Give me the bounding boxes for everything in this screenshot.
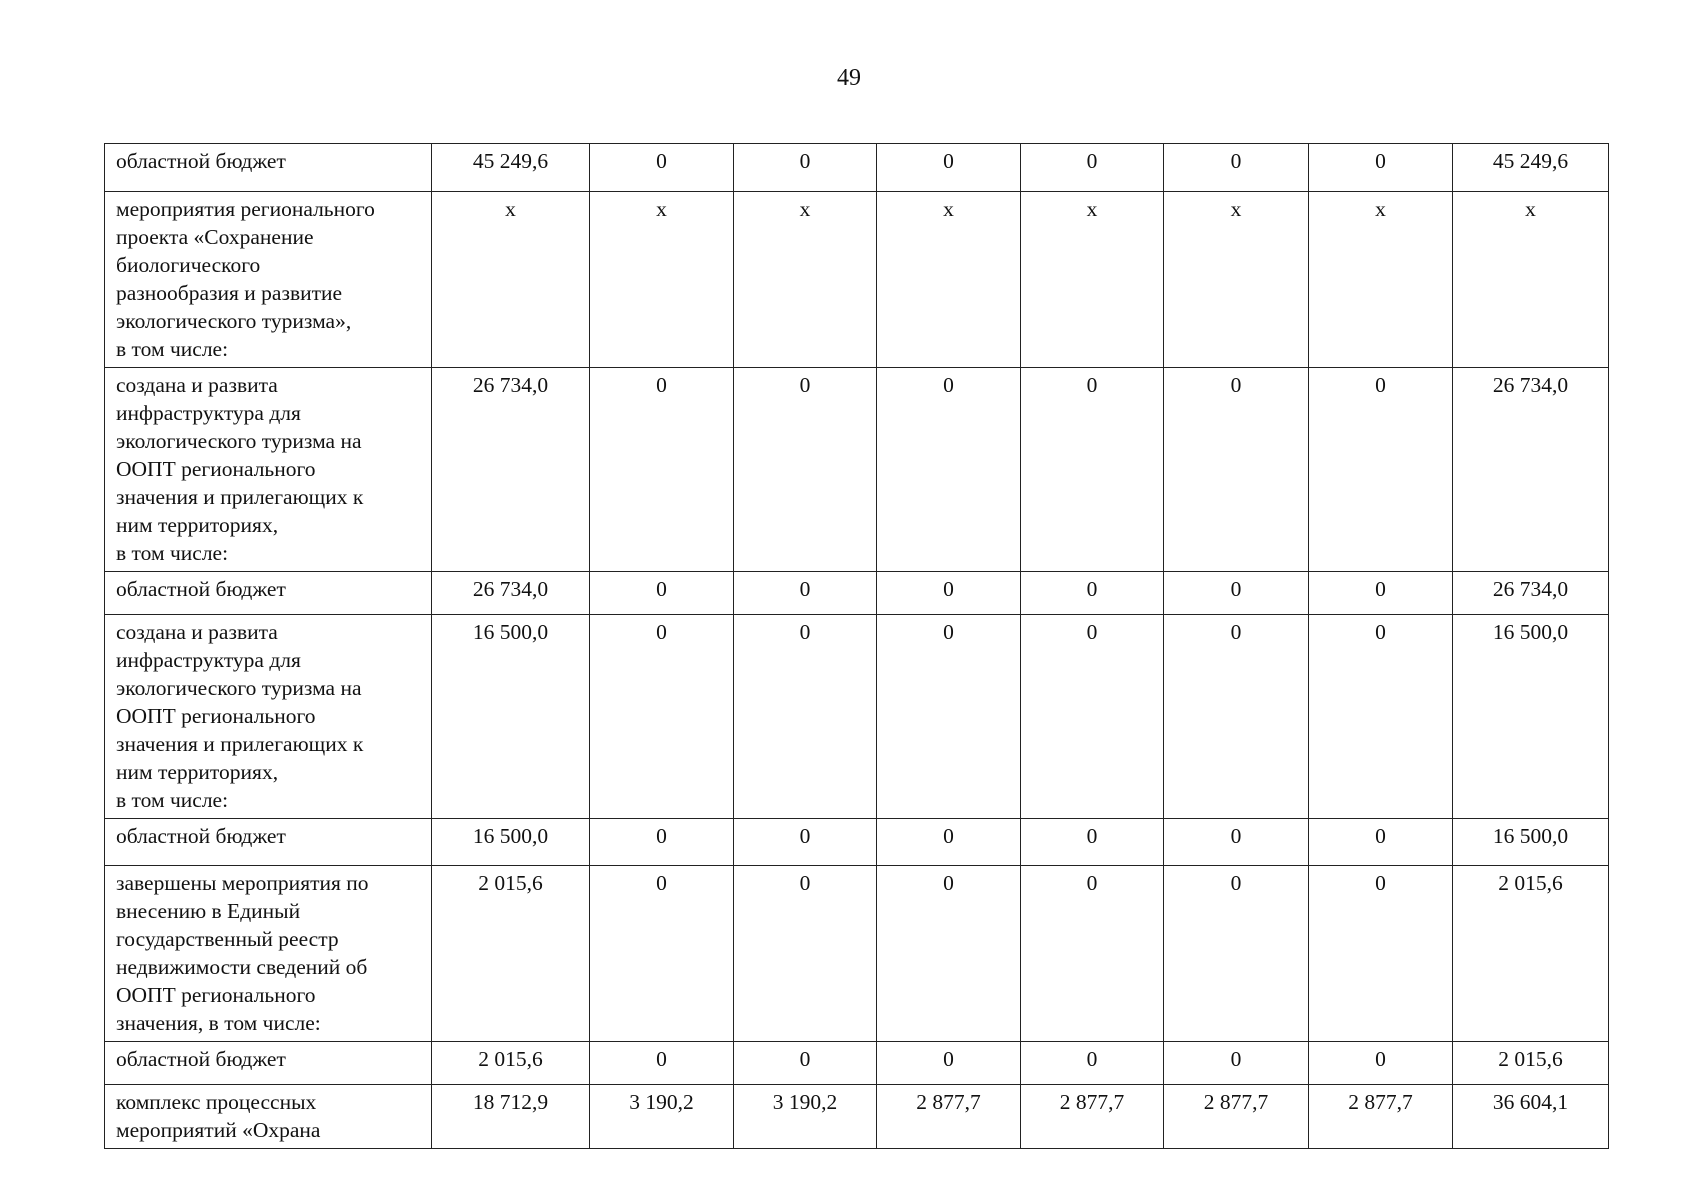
table-row xyxy=(105,819,1609,866)
value-cell: 2 015,6 xyxy=(432,866,590,1042)
value-cell: 2 877,7 xyxy=(877,1085,1021,1149)
value-cell: 0 xyxy=(590,1042,734,1085)
row-label: областной бюджет xyxy=(105,1042,432,1085)
value-cell: 0 xyxy=(590,368,734,572)
row-label: завершены мероприятия по внесению в Единый государственный реестр недвижимости сведений об ООПТ регионального значения, в том числе: xyxy=(105,866,432,1042)
value-cell: 0 xyxy=(1309,144,1453,192)
value-cell: 0 xyxy=(1309,1042,1453,1085)
row-label: создана и развита инфраструктура для экологического туризма на ООПТ регионального значения и прилегающих к ним территориях, в том числе: xyxy=(105,615,432,819)
page-number: 49 xyxy=(837,65,861,91)
value-cell: 0 xyxy=(877,615,1021,819)
total-cell: x xyxy=(1453,192,1609,368)
value-cell: 0 xyxy=(1021,866,1164,1042)
value-cell: 0 xyxy=(734,615,877,819)
row-label: областной бюджет xyxy=(105,572,432,615)
value-cell: x xyxy=(1309,192,1453,368)
value-cell: 0 xyxy=(877,866,1021,1042)
value-cell: x xyxy=(1164,192,1309,368)
value-cell: 0 xyxy=(590,866,734,1042)
value-cell: 0 xyxy=(877,368,1021,572)
table-row xyxy=(105,368,1609,572)
total-cell: 16 500,0 xyxy=(1453,615,1609,819)
value-cell: 0 xyxy=(590,572,734,615)
value-cell: 0 xyxy=(590,615,734,819)
value-cell: 0 xyxy=(1021,368,1164,572)
value-cell: 2 015,6 xyxy=(432,1042,590,1085)
value-cell: 0 xyxy=(590,819,734,866)
value-cell: 0 xyxy=(734,368,877,572)
budget-table xyxy=(104,143,1609,1149)
value-cell: 0 xyxy=(877,819,1021,866)
value-cell: 0 xyxy=(734,819,877,866)
value-cell: 0 xyxy=(1164,572,1309,615)
value-cell: 0 xyxy=(1309,819,1453,866)
value-cell: 0 xyxy=(1309,615,1453,819)
total-cell: 2 015,6 xyxy=(1453,866,1609,1042)
row-label: областной бюджет xyxy=(105,144,432,192)
value-cell: 45 249,6 xyxy=(432,144,590,192)
value-cell: 0 xyxy=(734,1042,877,1085)
value-cell: 0 xyxy=(734,572,877,615)
value-cell: 0 xyxy=(734,144,877,192)
total-cell: 45 249,6 xyxy=(1453,144,1609,192)
value-cell: 0 xyxy=(1021,144,1164,192)
value-cell: x xyxy=(590,192,734,368)
table-row xyxy=(105,1085,1609,1149)
value-cell: 0 xyxy=(1021,819,1164,866)
value-cell: x xyxy=(877,192,1021,368)
value-cell: x xyxy=(1021,192,1164,368)
value-cell: 0 xyxy=(1164,1042,1309,1085)
value-cell: 2 877,7 xyxy=(1309,1085,1453,1149)
value-cell: 2 877,7 xyxy=(1164,1085,1309,1149)
total-cell: 26 734,0 xyxy=(1453,572,1609,615)
value-cell: 0 xyxy=(1164,866,1309,1042)
value-cell: 0 xyxy=(1309,572,1453,615)
value-cell: 26 734,0 xyxy=(432,572,590,615)
value-cell: 0 xyxy=(1021,615,1164,819)
value-cell: 0 xyxy=(1309,866,1453,1042)
table-row xyxy=(105,144,1609,192)
value-cell: 0 xyxy=(877,1042,1021,1085)
value-cell: 0 xyxy=(1164,368,1309,572)
value-cell: 0 xyxy=(1021,572,1164,615)
value-cell: 3 190,2 xyxy=(734,1085,877,1149)
value-cell: 0 xyxy=(877,144,1021,192)
row-label: областной бюджет xyxy=(105,819,432,866)
value-cell: 0 xyxy=(877,572,1021,615)
value-cell: 18 712,9 xyxy=(432,1085,590,1149)
row-label: создана и развита инфраструктура для экологического туризма на ООПТ регионального значения и прилегающих к ним территориях, в том числе: xyxy=(105,368,432,572)
value-cell: 0 xyxy=(1164,144,1309,192)
total-cell: 16 500,0 xyxy=(1453,819,1609,866)
table-row xyxy=(105,615,1609,819)
value-cell: 16 500,0 xyxy=(432,615,590,819)
total-cell: 2 015,6 xyxy=(1453,1042,1609,1085)
value-cell: 0 xyxy=(590,144,734,192)
value-cell: 0 xyxy=(1309,368,1453,572)
row-label: комплекс процессных мероприятий «Охрана xyxy=(105,1085,432,1149)
table-row xyxy=(105,1042,1609,1085)
value-cell: 2 877,7 xyxy=(1021,1085,1164,1149)
table-row xyxy=(105,572,1609,615)
total-cell: 26 734,0 xyxy=(1453,368,1609,572)
total-cell: 36 604,1 xyxy=(1453,1085,1609,1149)
value-cell: 0 xyxy=(1021,1042,1164,1085)
value-cell: x xyxy=(734,192,877,368)
value-cell: 0 xyxy=(1164,819,1309,866)
value-cell: 0 xyxy=(1164,615,1309,819)
value-cell: x xyxy=(432,192,590,368)
value-cell: 26 734,0 xyxy=(432,368,590,572)
table-row xyxy=(105,866,1609,1042)
row-label: мероприятия регионального проекта «Сохранение биологического разнообразия и развитие экологического туризма», в том числе: xyxy=(105,192,432,368)
value-cell: 0 xyxy=(734,866,877,1042)
value-cell: 16 500,0 xyxy=(432,819,590,866)
table-row xyxy=(105,192,1609,368)
value-cell: 3 190,2 xyxy=(590,1085,734,1149)
